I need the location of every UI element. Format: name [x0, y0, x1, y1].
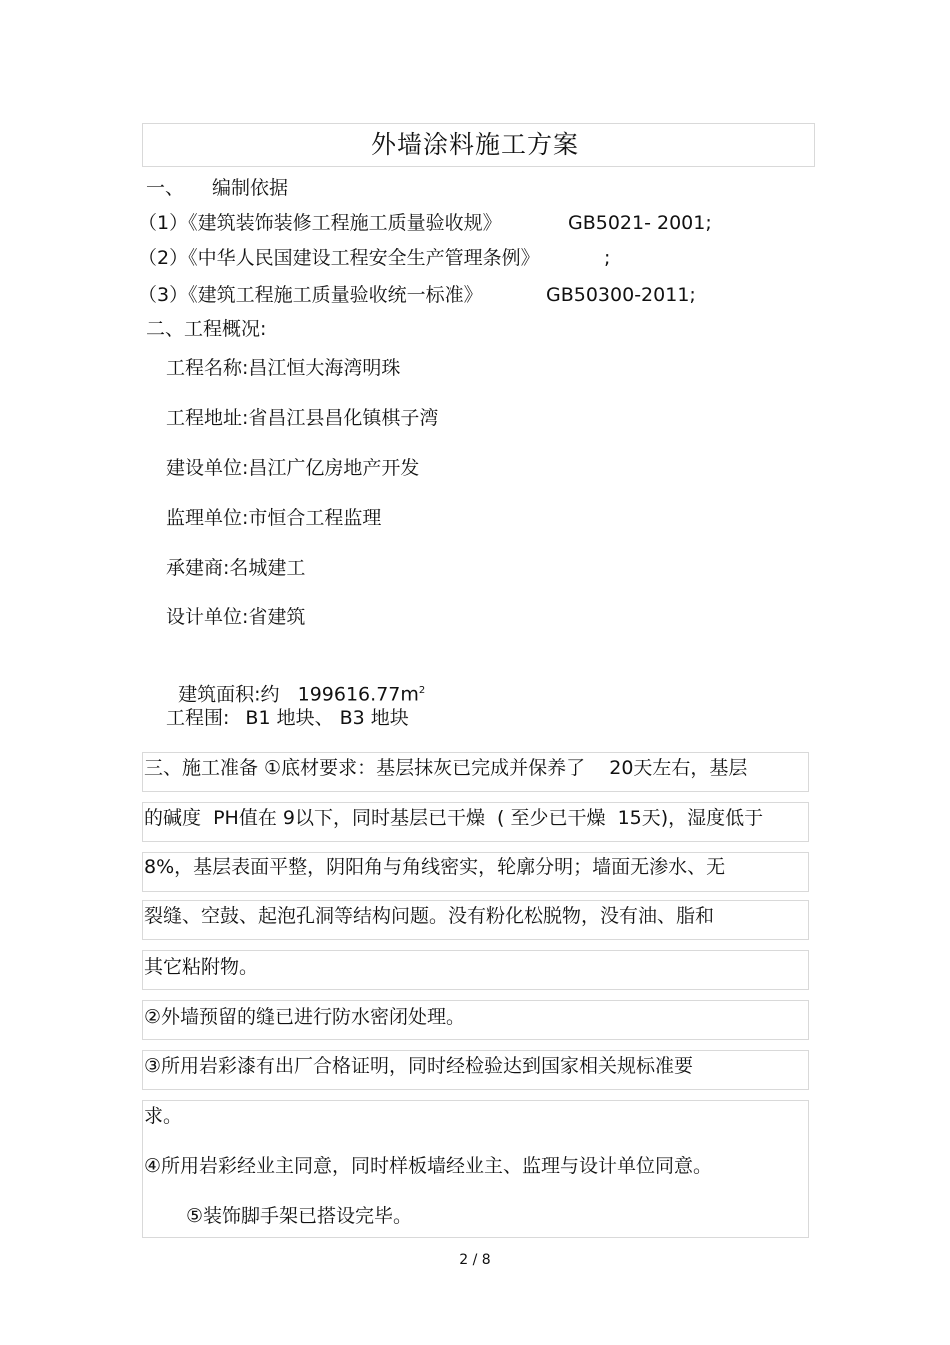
document-title: 外墙涂料施工方案	[370, 130, 579, 159]
area-superscript: 2	[418, 685, 426, 696]
project-info-row	[166, 456, 419, 480]
project-info-label: 建筑面积:	[178, 683, 261, 706]
project-info-value: 约 199616.77m	[260, 683, 419, 706]
section1-heading-text: 编制依据	[212, 177, 289, 199]
project-info-label: 工程名称:	[166, 357, 249, 379]
project-info-label: 工程地址:	[166, 407, 249, 429]
project-info-value: 省昌江县昌化镇棋子湾	[248, 407, 439, 429]
section3-line: 求。	[144, 1105, 183, 1127]
section3-line: 8%，基层表面平整，阴阳角与角线密实，轮廓分明；墙面无渗水、无	[144, 856, 726, 878]
section3-line: 三、施工准备 ①底材要求：基层抹灰已完成并保养了 20天左右，基层	[144, 757, 748, 779]
project-info-row	[166, 356, 400, 380]
project-info-row	[166, 556, 305, 580]
project-info-value: B1 地块、 B3 地块	[245, 707, 409, 729]
section1-heading-num: 一、	[146, 177, 185, 199]
page-number: 2 / 8	[459, 1252, 491, 1268]
project-info-value: 市恒合工程监理	[248, 507, 382, 529]
project-info-row	[166, 506, 381, 530]
reference-item-3: （3）《建筑工程施工质量验收统一标准》	[138, 284, 483, 306]
project-info-label: 工程围:	[166, 707, 230, 729]
project-info-row	[166, 655, 425, 706]
reference-code-1: GB5021- 2001;	[568, 212, 712, 234]
project-info-label: 建设单位:	[166, 457, 249, 479]
project-info-label: 设计单位:	[166, 606, 249, 628]
section3-line: ②外墙预留的缝已进行防水密闭处理。	[144, 1006, 466, 1028]
reference-item-2: （2）《中华人民国建设工程安全生产管理条例》	[138, 247, 540, 269]
section2-heading: 二、工程概况:	[146, 318, 267, 340]
project-info-label: 监理单位:	[166, 507, 249, 529]
reference-code-3: GB50300-2011;	[546, 284, 696, 306]
section3-line: 裂缝、空鼓、起泡孔洞等结构问题。没有粉化松脱物，没有油、脂和	[144, 905, 715, 927]
project-info-label: 承建商:	[166, 557, 230, 579]
project-info-row	[166, 406, 438, 430]
section3-line: ④所用岩彩经业主同意，同时样板墙经业主、监理与设计单位同意。	[144, 1155, 713, 1177]
project-info-value: 省建筑	[248, 606, 306, 628]
section3-line: ③所用岩彩漆有出厂合格证明，同时经检验达到国家相关规标准要	[144, 1055, 694, 1077]
project-info-value: 昌江恒大海湾明珠	[248, 357, 401, 379]
project-info-row	[166, 706, 409, 730]
reference-item-1: （1）《建筑装饰装修工程施工质量验收规》	[138, 212, 502, 234]
project-info-value: 名城建工	[229, 557, 306, 579]
section3-line: 的碱度 PH值在 9以下，同时基层已干燥 ( 至少已干燥 15天)，湿度低于	[144, 807, 764, 829]
section3-line: ⑤装饰脚手架已搭设完毕。	[186, 1205, 413, 1227]
section3-line: 其它粘附物。	[144, 956, 259, 978]
project-info-value: 昌江广亿房地产开发	[248, 457, 420, 479]
project-info-row	[166, 605, 305, 629]
reference-code-2: ;	[604, 247, 611, 269]
